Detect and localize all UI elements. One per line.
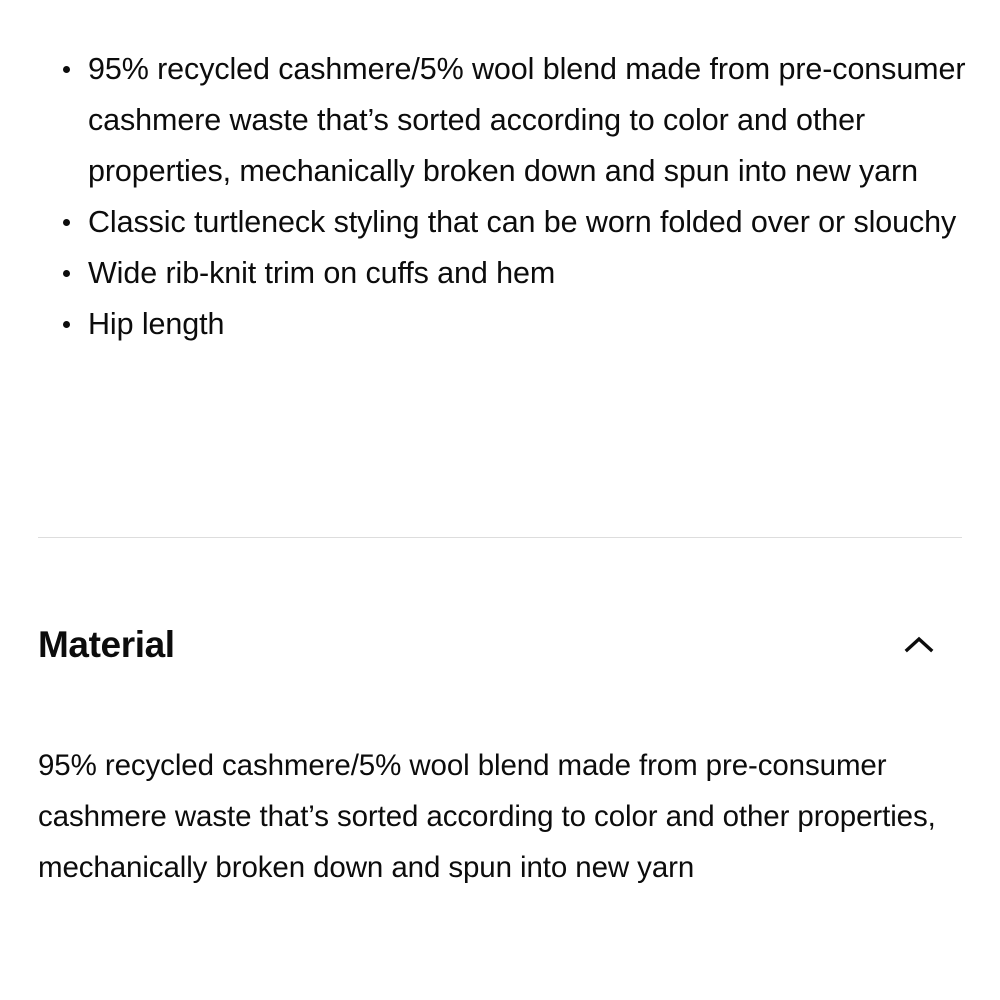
chevron-up-icon[interactable] xyxy=(902,628,936,662)
bullet-icon xyxy=(63,66,70,73)
list-item-text: Wide rib-knit trim on cuffs and hem xyxy=(88,256,556,290)
list-item xyxy=(38,44,968,197)
list-item-text: Classic turtleneck styling that can be worn folded over or slouchy xyxy=(88,205,957,239)
material-accordion xyxy=(38,605,962,893)
list-item xyxy=(38,299,968,350)
section-divider xyxy=(38,537,962,538)
list-item-text: Hip length xyxy=(88,307,225,341)
material-description: 95% recycled cashmere/5% wool blend made from pre-consumer cashmere waste that’s sorted according to color and other properties, mechanically broken down and spun into new yarn xyxy=(38,749,936,884)
material-accordion-toggle[interactable] xyxy=(38,605,962,685)
bullet-icon xyxy=(63,270,70,277)
list-item xyxy=(38,248,968,299)
list-item xyxy=(38,197,968,248)
bullet-icon xyxy=(63,219,70,226)
product-feature-list xyxy=(38,44,968,350)
bullet-icon xyxy=(63,321,70,328)
section-title: Material xyxy=(38,624,175,665)
list-item-text: 95% recycled cashmere/5% wool blend made from pre-consumer cashmere waste that’s sorted according to color and other properties, mechanically broken down and spun into new yarn xyxy=(88,52,966,188)
